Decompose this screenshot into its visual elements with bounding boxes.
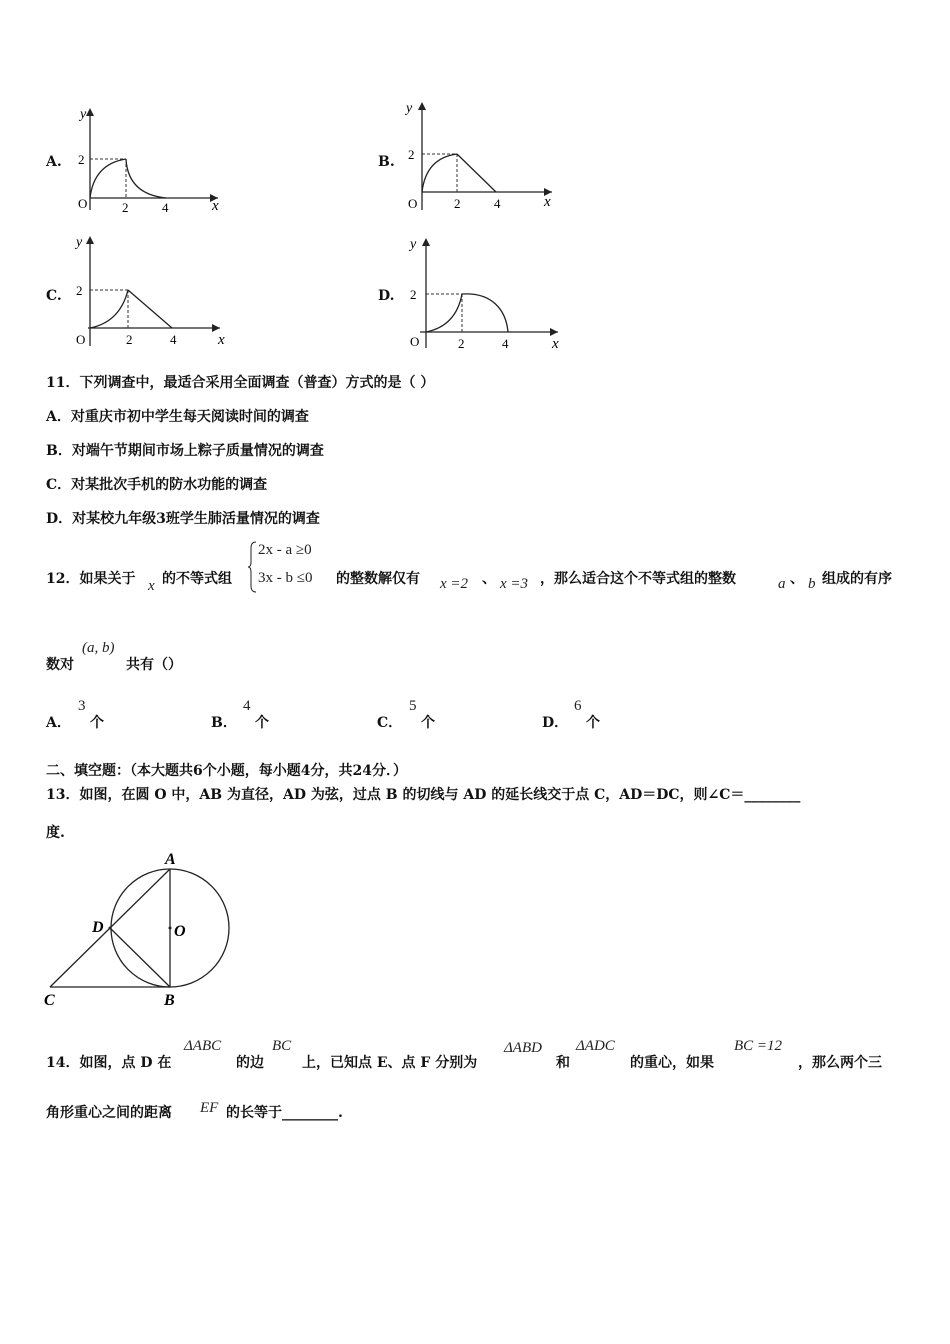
origin-label: O bbox=[76, 332, 86, 347]
q13-circle-figure bbox=[40, 846, 240, 1012]
point-o-label: O bbox=[174, 923, 186, 940]
q12-option-d-unit: 个 bbox=[586, 715, 600, 731]
q12-option-d-letter: D． bbox=[542, 715, 569, 731]
q12-option-b-letter: B． bbox=[211, 715, 237, 731]
y-tick-2: 2 bbox=[78, 152, 85, 167]
q13-tail: 度. bbox=[46, 825, 65, 841]
q12-option-a-letter: A． bbox=[46, 715, 71, 731]
graph-a bbox=[70, 100, 222, 216]
graph-b bbox=[402, 98, 560, 214]
y-tick-2: 2 bbox=[76, 283, 83, 298]
y-axis-label: y bbox=[410, 237, 417, 252]
x-tick-2: 2 bbox=[126, 332, 133, 347]
q14-text-3: 上，已知点 E、点 F 分别为 bbox=[302, 1055, 478, 1071]
option-a-label: A. bbox=[46, 154, 62, 170]
q12-option-d-num: 6 bbox=[574, 698, 582, 714]
q12-ordered-pair: (a, b) bbox=[82, 640, 115, 656]
q12-text-5: 组成的有序 bbox=[822, 571, 892, 587]
x-tick-4: 4 bbox=[494, 196, 501, 211]
q12-option-b-num: 4 bbox=[243, 698, 251, 714]
graph-c bbox=[70, 232, 238, 350]
y-axis-label: y bbox=[80, 107, 87, 122]
x-axis-label: x bbox=[218, 332, 225, 348]
q12-text-2: 的不等式组 bbox=[162, 571, 232, 587]
origin-label: O bbox=[408, 196, 418, 211]
q12-inequality-1: 2x - a ≥0 bbox=[258, 542, 312, 558]
q14-triangle-adc: ΔADC bbox=[576, 1038, 615, 1054]
origin-label: O bbox=[410, 334, 420, 349]
q11-option-a: A．对重庆市初中学生每天阅读时间的调查 bbox=[46, 409, 309, 425]
q12-option-a-unit: 个 bbox=[90, 715, 104, 731]
q11-option-d: D．对某校九年级3班学生肺活量情况的调查 bbox=[46, 511, 320, 527]
x-axis-label: x bbox=[212, 198, 219, 214]
point-b-label: B bbox=[164, 992, 175, 1009]
q14-segment-ef: EF bbox=[200, 1100, 219, 1116]
q14-triangle-abd: ΔABD bbox=[504, 1040, 542, 1056]
option-b-label: B. bbox=[378, 154, 395, 170]
point-d-label: D bbox=[92, 919, 104, 936]
q12-option-c-unit: 个 bbox=[421, 715, 435, 731]
x-tick-4: 4 bbox=[170, 332, 177, 347]
x-tick-2: 2 bbox=[458, 336, 465, 351]
q14-text-6: ，那么两个三 bbox=[798, 1055, 882, 1071]
q12-line2-tail: 共有（） bbox=[126, 657, 182, 673]
q12-var-b: b bbox=[808, 576, 816, 592]
q12-separator: 、 bbox=[482, 571, 496, 587]
q12-text-4: ，那么适合这个不等式组的整数 bbox=[540, 571, 736, 587]
q11-option-b: B．对端午节期间市场上粽子质量情况的调查 bbox=[46, 443, 324, 459]
q12-option-c-num: 5 bbox=[409, 698, 417, 714]
x-axis-label: x bbox=[552, 336, 559, 352]
q14-text-4: 和 bbox=[556, 1055, 570, 1071]
x-tick-2: 2 bbox=[454, 196, 461, 211]
q14-text-5: 的重心，如果 bbox=[630, 1055, 714, 1071]
q14-line2-text: 角形重心之间的距离 bbox=[46, 1105, 172, 1121]
point-c-label: C bbox=[44, 992, 55, 1009]
point-a-label: A bbox=[165, 851, 176, 868]
x-axis-label: x bbox=[544, 194, 551, 210]
q12-text-3: 的整数解仅有 bbox=[336, 571, 420, 587]
q14-text-2: 的边 bbox=[236, 1055, 264, 1071]
q14-triangle-abc: ΔABC bbox=[184, 1038, 222, 1054]
q14-text-1: 14．如图，点 D 在 bbox=[46, 1055, 172, 1071]
y-tick-2: 2 bbox=[410, 287, 417, 302]
q13-stem: 13．如图，在圆 O 中，AB 为直径，AD 为弦，过点 B 的切线与 AD 的延长线交于点 C，AD＝DC，则∠C＝________ bbox=[46, 787, 801, 803]
section-title-fill-blank: 二、填空题：（本大题共6个小题，每小题4分，共24分．） bbox=[46, 763, 407, 779]
q12-solution-1: x =2 bbox=[440, 576, 469, 592]
q12-inequality-2: 3x - b ≤0 bbox=[258, 570, 313, 586]
y-axis-label: y bbox=[76, 235, 83, 250]
x-tick-2: 2 bbox=[122, 200, 129, 215]
q12-text-1: 12．如果关于 bbox=[46, 571, 136, 587]
option-c-label: C. bbox=[46, 288, 62, 304]
q14-segment-bc: BC bbox=[272, 1038, 292, 1054]
origin-label: O bbox=[78, 196, 88, 211]
q14-line2-tail: 的长等于________. bbox=[226, 1105, 343, 1121]
q14-bc-equals-12: BC =12 bbox=[734, 1038, 783, 1054]
y-axis-label: y bbox=[406, 101, 413, 116]
q12-solution-2: x =3 bbox=[500, 576, 529, 592]
q11-stem: 11．下列调查中，最适合采用全面调查（普查）方式的是（ ） bbox=[46, 375, 435, 391]
q12-line2-text: 数对 bbox=[46, 657, 74, 673]
q12-var-a: a bbox=[778, 576, 786, 592]
y-tick-2: 2 bbox=[408, 147, 415, 162]
option-d-label: D. bbox=[378, 288, 395, 304]
q12-var-x: x bbox=[148, 578, 155, 594]
q12-option-a-num: 3 bbox=[78, 698, 86, 714]
q12-option-c-letter: C． bbox=[377, 715, 403, 731]
x-tick-4: 4 bbox=[162, 200, 169, 215]
q12-separator-2: 、 bbox=[790, 571, 804, 587]
q12-option-b-unit: 个 bbox=[255, 715, 269, 731]
brace-icon bbox=[248, 540, 258, 594]
q11-option-c: C．对某批次手机的防水功能的调查 bbox=[46, 477, 268, 493]
graph-d bbox=[402, 234, 568, 352]
x-tick-4: 4 bbox=[502, 336, 509, 351]
